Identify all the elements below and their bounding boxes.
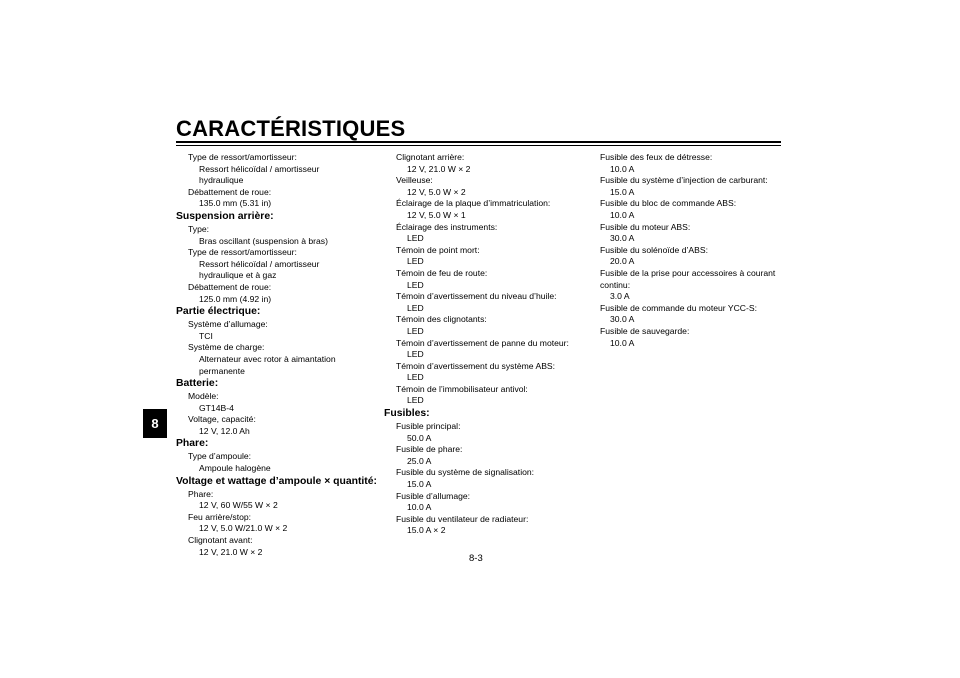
page-number: 8-3 xyxy=(469,553,483,564)
spec-line: 12 V, 60 W/55 W × 2 xyxy=(199,500,278,511)
spec-line: 25.0 A xyxy=(407,455,432,466)
spec-line: hydraulique et à gaz xyxy=(199,270,277,281)
spec-line: Type d’ampoule: xyxy=(188,451,252,462)
spec-line: Fusible du moteur ABS: xyxy=(600,221,691,232)
spec-line: Témoin des clignotants: xyxy=(396,314,487,325)
spec-line: 10.0 A xyxy=(610,209,635,220)
spec-line: 12 V, 5.0 W × 2 xyxy=(407,186,466,197)
chapter-tab: 8 xyxy=(143,409,167,438)
spec-line: Éclairage des instruments: xyxy=(396,221,498,232)
spec-line: Type de ressort/amortisseur: xyxy=(188,247,297,258)
spec-line: Type: xyxy=(188,223,210,234)
spec-line: 135.0 mm (5.31 in) xyxy=(199,198,272,209)
spec-line: Fusible des feux de détresse: xyxy=(600,152,713,162)
spec-line: Fusible du système d’injection de carburant: xyxy=(600,175,768,186)
section-heading: Phare: xyxy=(176,438,209,450)
spec-line: Témoin d’avertissement de panne du moteur: xyxy=(396,337,569,348)
spec-line: Fusible du système de signalisation: xyxy=(396,467,535,478)
spec-line: Fusible principal: xyxy=(396,421,461,432)
spec-line: LED xyxy=(407,372,424,383)
spec-line: LED xyxy=(407,349,424,360)
spec-column-1 xyxy=(176,152,381,558)
spec-line: Fusible du bloc de commande ABS: xyxy=(600,198,737,209)
spec-line: Feu arrière/stop: xyxy=(188,511,252,522)
spec-line: Débattement de roue: xyxy=(188,281,272,292)
spec-line: Fusible de sauvegarde: xyxy=(600,325,690,336)
spec-line: Fusible du ventilateur de radiateur: xyxy=(396,513,529,524)
spec-line: Modèle: xyxy=(188,391,219,402)
spec-line: Éclairage de la plaque d’immatriculation: xyxy=(396,198,551,209)
spec-line: Débattement de roue: xyxy=(188,186,272,197)
spec-line: Système de charge: xyxy=(188,342,265,353)
spec-line: 15.0 A xyxy=(610,186,635,197)
page-title: CARACTÉRISTIQUES xyxy=(176,116,406,141)
spec-line: Fusible du solénoïde d’ABS: xyxy=(600,244,708,255)
section-heading: Suspension arrière: xyxy=(176,210,274,222)
spec-line: 50.0 A xyxy=(407,432,432,443)
spec-line: 30.0 A xyxy=(610,314,635,325)
spec-line: LED xyxy=(407,256,424,267)
spec-line: Veilleuse: xyxy=(396,175,433,186)
section-heading: Fusibles: xyxy=(384,408,430,420)
spec-line: Fusible de phare: xyxy=(396,444,463,455)
spec-line: Ressort hélicoïdal / amortisseur xyxy=(199,163,320,174)
section-heading: Partie électrique: xyxy=(176,306,261,318)
title-rule xyxy=(176,141,781,143)
spec-line: Ressort hélicoïdal / amortisseur xyxy=(199,258,320,269)
spec-line: 12 V, 12.0 Ah xyxy=(199,425,250,436)
title-rule-thin xyxy=(176,145,781,146)
spec-line: Type de ressort/amortisseur: xyxy=(188,152,297,162)
spec-line: LED xyxy=(407,233,424,244)
spec-line: Témoin d’avertissement du système ABS: xyxy=(396,360,556,371)
spec-line: 10.0 A xyxy=(610,163,635,174)
section-heading: Voltage et wattage d’ampoule × quantité: xyxy=(176,475,378,487)
spec-line: Clignotant arrière: xyxy=(396,152,465,162)
spec-line: Témoin de l’immobilisateur antivol: xyxy=(396,383,528,394)
spec-line: 15.0 A × 2 xyxy=(407,525,446,536)
spec-line: Fusible d’allumage: xyxy=(396,490,471,501)
section-heading: Batterie: xyxy=(176,378,219,390)
spec-line: LED xyxy=(407,395,424,406)
spec-line: 20.0 A xyxy=(610,256,635,267)
spec-line: Phare: xyxy=(188,488,214,499)
spec-line: TCI xyxy=(199,330,213,341)
spec-line: Témoin d’avertissement du niveau d’huile: xyxy=(396,291,557,302)
spec-line: continu: xyxy=(600,279,631,290)
spec-line: 12 V, 5.0 W × 1 xyxy=(407,209,466,220)
spec-line: Bras oscillant (suspension à bras) xyxy=(199,235,328,246)
spec-line: Fusible de la prise pour accessoires à courant xyxy=(600,267,776,278)
spec-line: Voltage, capacité: xyxy=(188,414,256,425)
spec-line: 3.0 A xyxy=(610,291,630,302)
spec-line: 10.0 A xyxy=(610,337,635,348)
spec-line: LED xyxy=(407,325,424,336)
spec-line: 125.0 mm (4.92 in) xyxy=(199,293,272,304)
spec-line: Témoin de point mort: xyxy=(396,244,480,255)
spec-line: Ampoule halogène xyxy=(199,463,271,474)
spec-column-2 xyxy=(384,152,589,537)
spec-line: 12 V, 21.0 W × 2 xyxy=(407,163,471,174)
spec-line: 12 V, 21.0 W × 2 xyxy=(199,546,263,557)
spec-line: 10.0 A xyxy=(407,502,432,513)
spec-line: Témoin de feu de route: xyxy=(396,267,488,278)
spec-line: 15.0 A xyxy=(407,479,432,490)
spec-line: 12 V, 5.0 W/21.0 W × 2 xyxy=(199,523,288,534)
spec-line: Système d’allumage: xyxy=(188,319,268,330)
spec-line: Fusible de commande du moteur YCC-S: xyxy=(600,302,757,313)
spec-column-3 xyxy=(598,152,788,349)
spec-line: permanente xyxy=(199,365,245,376)
spec-line: 30.0 A xyxy=(610,233,635,244)
spec-line: GT14B-4 xyxy=(199,402,234,413)
spec-line: LED xyxy=(407,302,424,313)
spec-line: LED xyxy=(407,279,424,290)
spec-line: hydraulique xyxy=(199,175,244,186)
spec-line: Clignotant avant: xyxy=(188,535,253,546)
spec-line: Alternateur avec rotor à aimantation xyxy=(199,353,336,364)
